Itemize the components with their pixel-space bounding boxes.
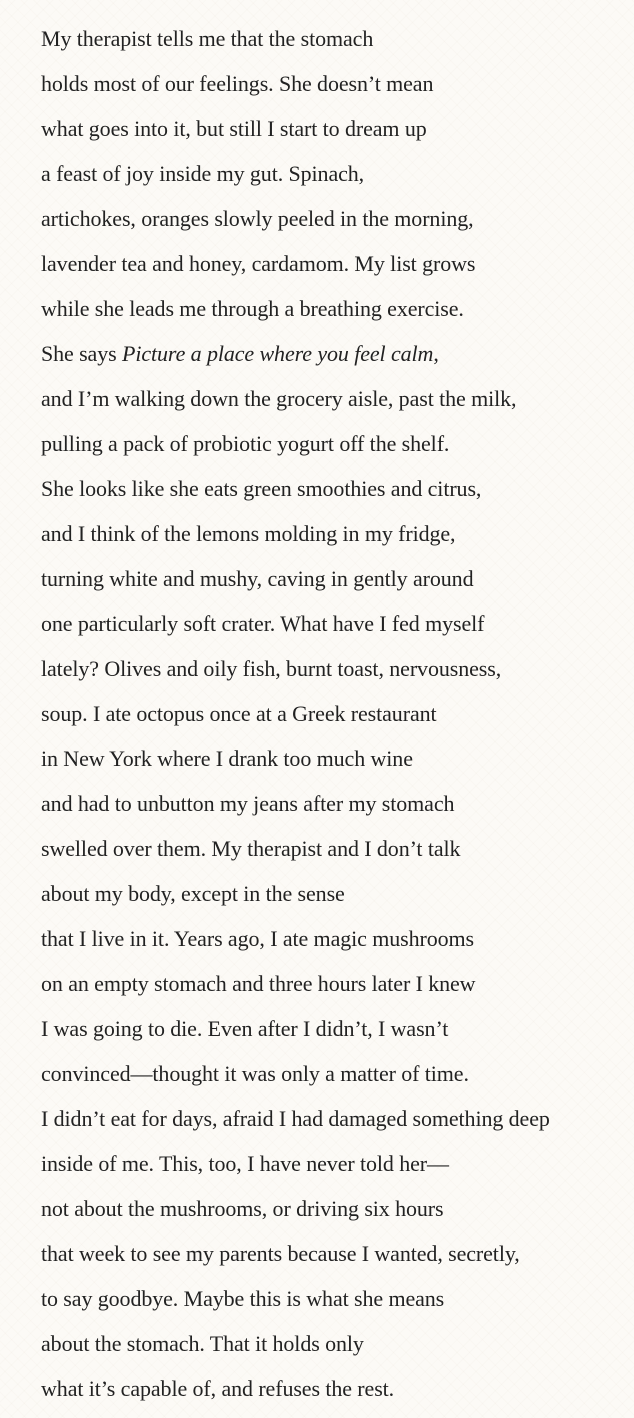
poem-line: a feast of joy inside my gut. Spinach, (41, 161, 365, 186)
poem-line: not about the mushrooms, or driving six hours (41, 1196, 444, 1221)
poem-line: one particularly soft crater. What have I fed myself (41, 611, 485, 636)
poem-line: what it’s capable of, and refuses the rest. (41, 1376, 395, 1401)
poem-line: She looks like she eats green smoothies and citrus, (41, 476, 482, 501)
poem-line: and I’m walking down the grocery aisle, past the milk, (41, 386, 517, 411)
poem-line: I was going to die. Even after I didn’t, I wasn’t (41, 1016, 449, 1041)
poem-line: about my body, except in the sense (41, 881, 345, 906)
poem-line-italic-quote (41, 331, 631, 376)
poem-line: lately? Olives and oily fish, burnt toast, nervousness, (41, 656, 502, 681)
poem-line: lavender tea and honey, cardamom. My list grows (41, 251, 476, 276)
poem-line: while she leads me through a breathing exercise. (41, 296, 464, 321)
line-suffix: , (433, 341, 439, 366)
poem-line: on an empty stomach and three hours later I knew (41, 971, 476, 996)
poem-line: holds most of our feelings. She doesn’t mean (41, 71, 434, 96)
poem-line: pulling a pack of probiotic yogurt off the shelf. (41, 431, 450, 456)
poem-line: inside of me. This, too, I have never told her— (41, 1151, 449, 1176)
poem-line: that week to see my parents because I wanted, secretly, (41, 1241, 520, 1266)
poem-line: I didn’t eat for days, afraid I had damaged something deep (41, 1106, 550, 1131)
poem-line: that I live in it. Years ago, I ate magic mushrooms (41, 926, 474, 951)
italic-quote: Picture a place where you feel calm (122, 341, 434, 366)
poem-line: what goes into it, but still I start to dream up (41, 116, 427, 141)
poem-line: convinced—thought it was only a matter of time. (41, 1061, 469, 1086)
poem-line: My therapist tells me that the stomach (41, 26, 374, 51)
poem-line: turning white and mushy, caving in gently around (41, 566, 474, 591)
poem-line: and had to unbutton my jeans after my stomach (41, 791, 455, 816)
poem-line: and I think of the lemons molding in my fridge, (41, 521, 456, 546)
poem-body (41, 16, 631, 1411)
poem-line: about the stomach. That it holds only (41, 1331, 364, 1356)
poem-line: artichokes, oranges slowly peeled in the morning, (41, 206, 474, 231)
poem-line: soup. I ate octopus once at a Greek restaurant (41, 701, 437, 726)
poem-line: to say goodbye. Maybe this is what she means (41, 1286, 445, 1311)
line-prefix: She says (41, 341, 122, 366)
poem-line: in New York where I drank too much wine (41, 746, 413, 771)
poem-line: swelled over them. My therapist and I don’t talk (41, 836, 461, 861)
